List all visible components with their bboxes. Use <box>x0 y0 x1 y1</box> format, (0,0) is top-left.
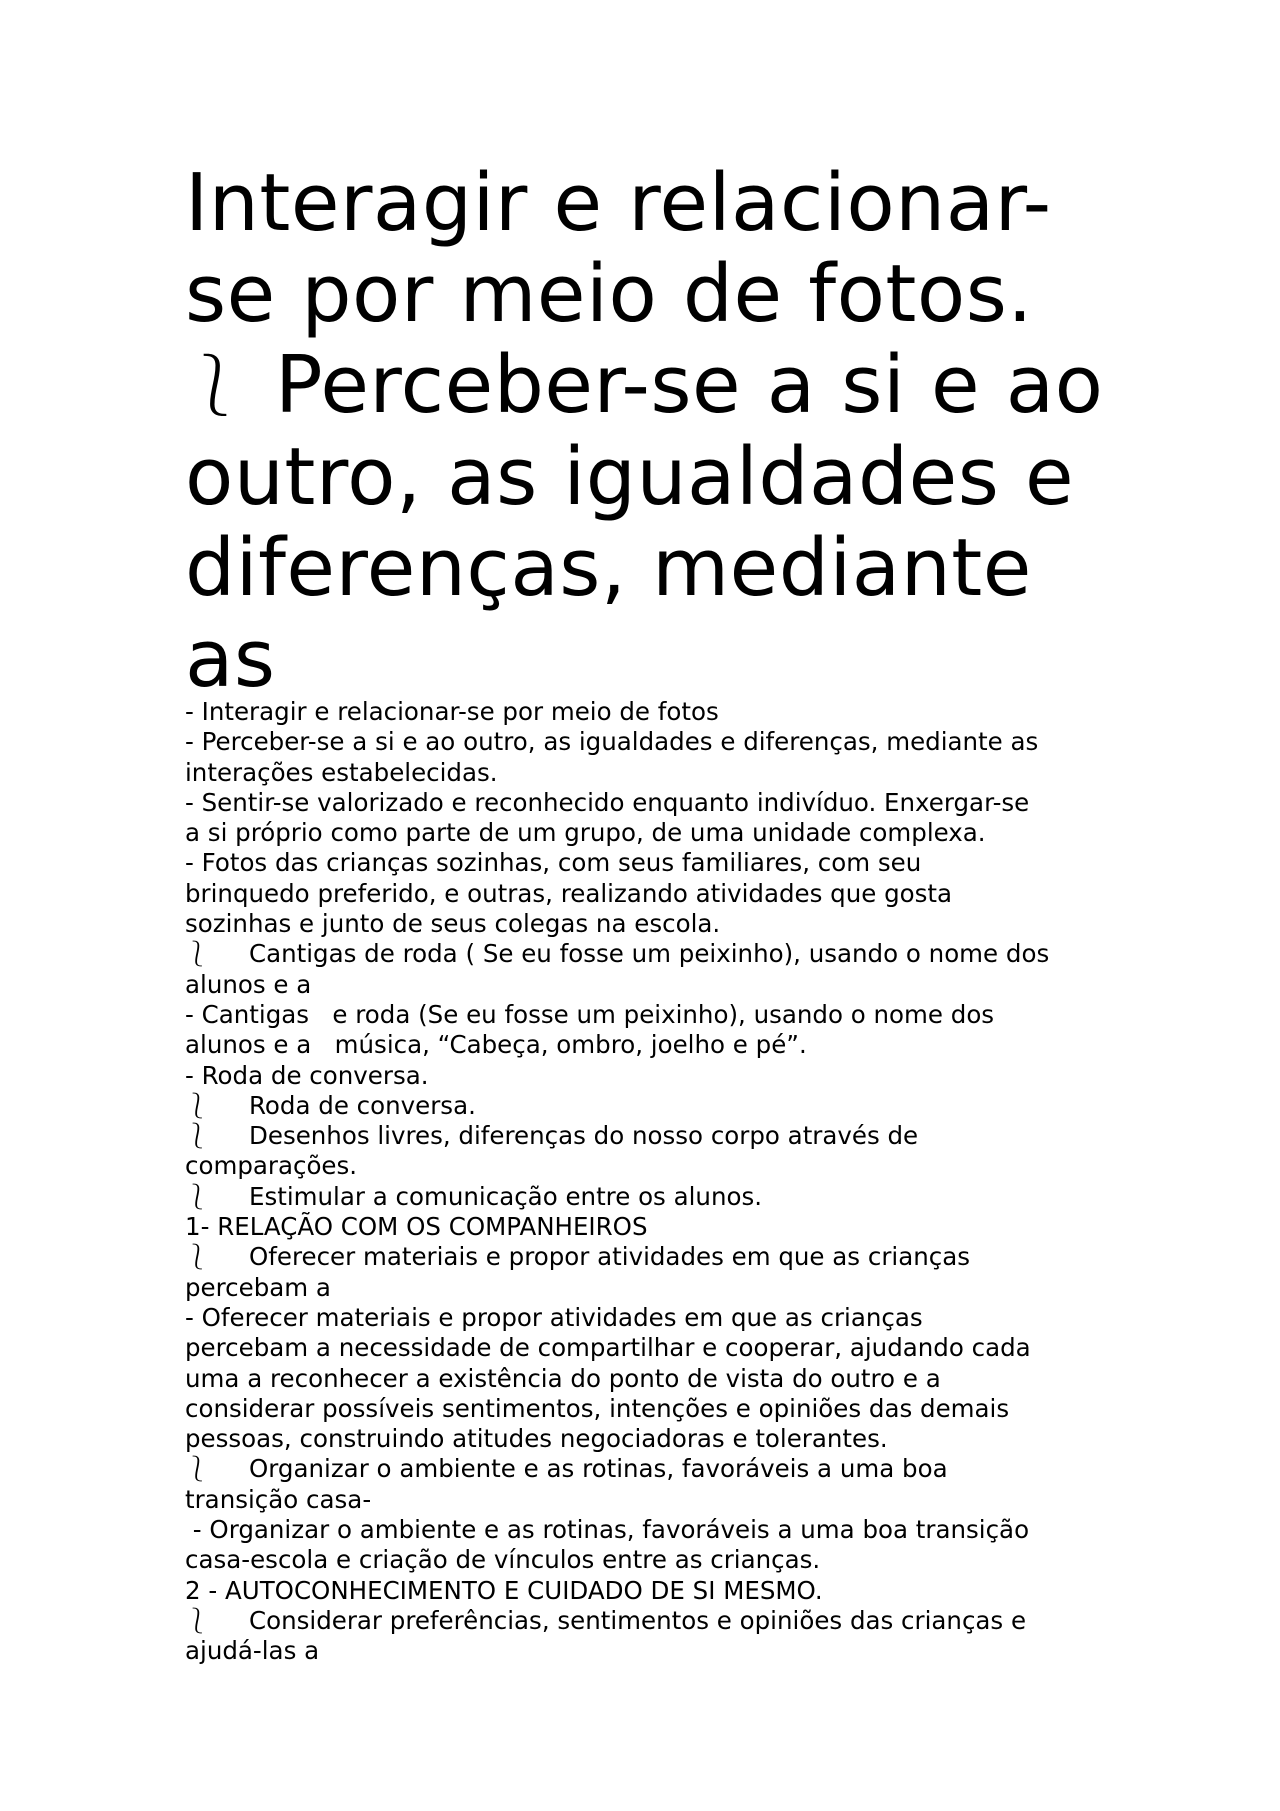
text-line: sozinhas e junto de seus colegas na escola. <box>185 909 721 939</box>
bullet-icon: ⎱ <box>185 939 210 969</box>
bullet-icon: ⎱ <box>185 1605 210 1635</box>
text-line: - Cantigas e roda (Se eu fosse um peixinho), usando o nome dos <box>185 999 995 1029</box>
text-line: comparações. <box>185 1151 358 1181</box>
bullet-icon: ⎱ <box>185 351 246 421</box>
text-line: ajudá-las a <box>185 1636 320 1666</box>
bullet-line <box>185 1606 1145 1636</box>
bullet-line <box>185 1091 1145 1121</box>
text-line: - Oferecer materiais e propor atividades em que as crianças <box>185 1302 923 1332</box>
text-line: Estimular a comunicação entre os alunos. <box>249 1181 763 1211</box>
text-line: pessoas, construindo atitudes negociadoras e tolerantes. <box>185 1424 888 1454</box>
text-line: alunos e a música, “Cabeça, ombro, joelho e pé”. <box>185 1030 807 1060</box>
bullet-line <box>185 1121 1145 1151</box>
bullet-line <box>185 1454 1145 1484</box>
heading-line: outro, as igualdades e <box>185 431 1075 523</box>
text-line: transição casa- <box>185 1484 372 1514</box>
text-line: Considerar preferências, sentimentos e opiniões das crianças e <box>249 1605 1027 1635</box>
document-body <box>185 697 1145 1667</box>
text-line: alunos e a <box>185 969 312 999</box>
text-line: Cantigas de roda ( Se eu fosse um peixinho), usando o nome dos <box>249 939 1050 969</box>
text-line: a si próprio como parte de um grupo, de uma unidade complexa. <box>185 818 986 848</box>
text-line: brinquedo preferido, e outras, realizando atividades que gosta <box>185 878 953 908</box>
heading-line: as <box>185 613 276 705</box>
text-line: - Organizar o ambiente e as rotinas, favoráveis a uma boa transição <box>185 1515 1030 1545</box>
text-line: interações estabelecidas. <box>185 757 498 787</box>
text-line: - Fotos das crianças sozinhas, com seus familiares, com seu <box>185 848 922 878</box>
text-line: Desenhos livres, diferenças do nosso corpo através de <box>249 1121 919 1151</box>
heading-line-text: Perceber-se a si e ao <box>275 339 1104 431</box>
text-line: Organizar o ambiente e as rotinas, favoráveis a uma boa <box>249 1454 948 1484</box>
bullet-icon: ⎱ <box>185 1242 210 1272</box>
bullet-line <box>185 1182 1145 1212</box>
heading-line: Interagir e relacionar- <box>185 157 1052 249</box>
text-line: percebam a necessidade de compartilhar e cooperar, ajudando cada <box>185 1333 1031 1363</box>
section-heading: 1- RELAÇÃO COM OS COMPANHEIROS <box>185 1212 648 1242</box>
heading-line: diferenças, mediante <box>185 522 1032 614</box>
text-line: - Interagir e relacionar-se por meio de fotos <box>185 697 719 726</box>
bullet-line <box>185 1242 1145 1272</box>
heading-line: se por meio de fotos. <box>185 248 1033 340</box>
heading-line <box>185 340 1135 432</box>
text-line: considerar possíveis sentimentos, intenções e opiniões das demais <box>185 1393 1010 1423</box>
text-line: percebam a <box>185 1272 331 1302</box>
bullet-icon: ⎱ <box>185 1090 210 1120</box>
document-heading <box>185 158 1135 705</box>
bullet-icon: ⎱ <box>185 1181 210 1211</box>
bullet-line <box>185 939 1145 969</box>
text-line: - Sentir-se valorizado e reconhecido enquanto indivíduo. Enxergar-se <box>185 787 1030 817</box>
text-line: uma a reconhecer a existência do ponto de vista do outro e a <box>185 1363 941 1393</box>
text-line: casa-escola e criação de vínculos entre as crianças. <box>185 1545 821 1575</box>
bullet-icon: ⎱ <box>185 1454 210 1484</box>
text-line: - Perceber-se a si e ao outro, as igualdades e diferenças, mediante as <box>185 727 1039 757</box>
text-line: Roda de conversa. <box>249 1090 476 1120</box>
section-heading: 2 - AUTOCONHECIMENTO E CUIDADO DE SI MESMO. <box>185 1575 823 1605</box>
text-line: - Roda de conversa. <box>185 1060 429 1090</box>
bullet-icon: ⎱ <box>185 1121 210 1151</box>
text-line: Oferecer materiais e propor atividades em que as crianças <box>249 1242 970 1272</box>
